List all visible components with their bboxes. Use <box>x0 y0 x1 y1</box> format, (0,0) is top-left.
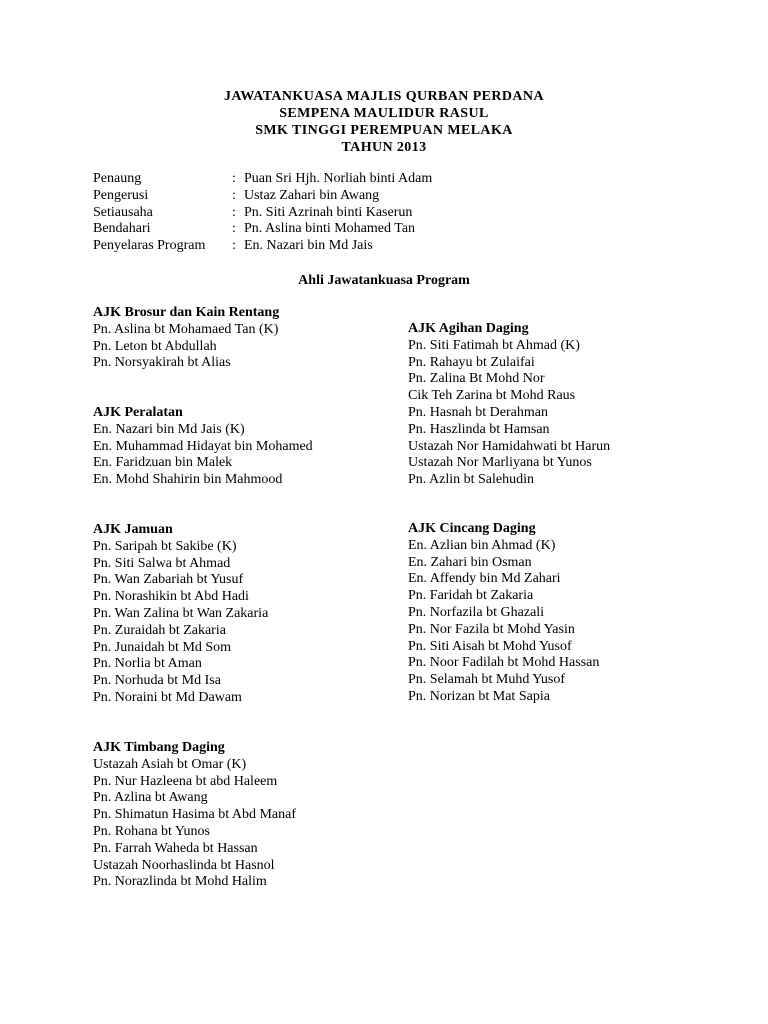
official-colon: : <box>232 187 236 203</box>
member-item: Pn. Haszlinda bt Hamsan <box>408 421 550 437</box>
member-item: En. Zahari bin Osman <box>408 554 532 570</box>
official-role: Penyelaras Program <box>93 238 206 254</box>
member-item: Pn. Norizan bt Mat Sapia <box>408 688 550 704</box>
official-role: Setiausaha <box>93 204 153 220</box>
title-line-1: JAWATANKUASA MAJLIS QURBAN PERDANA <box>224 89 544 104</box>
member-item: Pn. Siti Aisah bt Mohd Yusof <box>408 638 572 654</box>
member-item: Pn. Norazlinda bt Mohd Halim <box>93 874 267 890</box>
title-line-4: TAHUN 2013 <box>341 140 427 155</box>
member-item: Ustazah Noorhaslinda bt Hasnol <box>93 857 275 873</box>
member-item: Pn. Zalina Bt Mohd Nor <box>408 371 545 387</box>
member-item: Pn. Siti Salwa bt Ahmad <box>93 555 231 571</box>
member-item: Cik Teh Zarina bt Mohd Raus <box>408 388 576 404</box>
member-item: Pn. Siti Fatimah bt Ahmad (K) <box>408 337 580 353</box>
official-role: Bendahari <box>93 221 151 237</box>
group-peralatan <box>93 405 313 489</box>
member-item: Pn. Nor Fazila bt Mohd Yasin <box>408 621 575 637</box>
member-item: Pn. Nur Hazleena bt abd Haleem <box>93 773 278 789</box>
official-name: En. Nazari bin Md Jais <box>244 238 373 254</box>
official-name: Ustaz Zahari bin Awang <box>244 187 380 203</box>
member-item: Pn. Rohana bt Yunos <box>93 823 210 839</box>
official-role: Penaung <box>93 171 142 186</box>
group-brosur <box>93 305 279 372</box>
official-name: Pn. Aslina binti Mohamed Tan <box>244 221 416 237</box>
member-item: Pn. Azlin bt Salehudin <box>408 472 534 488</box>
member-item: Ustazah Nor Hamidahwati bt Harun <box>408 438 611 454</box>
document-title <box>0 88 768 156</box>
group-title: AJK Peralatan <box>93 405 183 420</box>
official-row-setiausaha <box>93 205 432 222</box>
group-title: AJK Cincang Daging <box>408 521 536 536</box>
official-colon: : <box>232 221 236 237</box>
member-item: Pn. Wan Zabariah bt Yusuf <box>93 572 244 588</box>
member-item: Pn. Norfazila bt Ghazali <box>408 604 545 620</box>
member-item: Pn. Selamah bt Muhd Yusof <box>408 672 565 688</box>
member-item: Pn. Norhuda bt Md Isa <box>93 673 221 689</box>
group-title: AJK Timbang Daging <box>93 740 225 755</box>
title-line-2: SEMPENA MAULIDUR RASUL <box>279 106 489 121</box>
member-item: Pn. Aslina bt Mohamaed Tan (K) <box>93 321 279 337</box>
official-colon: : <box>232 204 236 220</box>
group-title: AJK Agihan Daging <box>408 321 529 336</box>
group-title: AJK Brosur dan Kain Rentang <box>93 305 280 320</box>
member-item: Pn. Leton bt Abdullah <box>93 338 217 354</box>
section-heading: Ahli Jawatankuasa Program <box>298 273 470 288</box>
officials-list <box>93 171 432 255</box>
member-item: En. Muhammad Hidayat bin Mohamed <box>93 438 313 454</box>
member-item: Pn. Zuraidah bt Zakaria <box>93 622 226 638</box>
member-item: Pn. Shimatun Hasima bt Abd Manaf <box>93 807 296 823</box>
member-item: Pn. Noraini bt Md Dawam <box>93 689 242 705</box>
official-row-bendahari <box>93 221 432 238</box>
group-cincang <box>408 521 599 706</box>
member-item: En. Nazari bin Md Jais (K) <box>93 421 245 437</box>
group-jamuan <box>93 522 268 707</box>
member-item: En. Affendy bin Md Zahari <box>408 571 561 587</box>
member-item: Pn. Rahayu bt Zulaifai <box>408 354 535 370</box>
official-name: Puan Sri Hjh. Norliah binti Adam <box>244 171 433 186</box>
member-item: Pn. Farrah Waheda bt Hassan <box>93 840 258 856</box>
official-colon: : <box>232 171 236 186</box>
member-item: Pn. Saripah bt Sakibe (K) <box>93 538 237 554</box>
group-title: AJK Jamuan <box>93 522 173 537</box>
title-line-3: SMK TINGGI PEREMPUAN MELAKA <box>255 123 513 138</box>
member-item: Ustazah Asiah bt Omar (K) <box>93 756 247 772</box>
group-agihan <box>408 321 610 489</box>
member-item: Pn. Hasnah bt Derahman <box>408 404 548 420</box>
group-timbang <box>93 740 296 891</box>
member-item: Pn. Noor Fadilah bt Mohd Hassan <box>408 655 600 671</box>
official-row-penaung <box>93 171 432 188</box>
member-item: Pn. Faridah bt Zakaria <box>408 588 534 604</box>
member-item: Ustazah Nor Marliyana bt Yunos <box>408 455 592 471</box>
member-item: Pn. Azlina bt Awang <box>93 790 208 806</box>
member-item: Pn. Norashikin bt Abd Hadi <box>93 589 249 605</box>
official-row-pengerusi <box>93 188 432 205</box>
member-item: Pn. Norlia bt Aman <box>93 656 202 672</box>
member-item: Pn. Norsyakirah bt Alias <box>93 355 231 371</box>
member-item: Pn. Junaidah bt Md Som <box>93 639 232 655</box>
official-name: Pn. Siti Azrinah binti Kaserun <box>244 204 413 220</box>
official-colon: : <box>232 238 236 254</box>
member-item: En. Mohd Shahirin bin Mahmood <box>93 472 283 488</box>
member-item: Pn. Wan Zalina bt Wan Zakaria <box>93 605 269 621</box>
member-item: En. Azlian bin Ahmad (K) <box>408 537 556 553</box>
member-item: En. Faridzuan bin Malek <box>93 455 233 471</box>
official-row-penyelaras <box>93 238 432 255</box>
official-role: Pengerusi <box>93 187 149 203</box>
